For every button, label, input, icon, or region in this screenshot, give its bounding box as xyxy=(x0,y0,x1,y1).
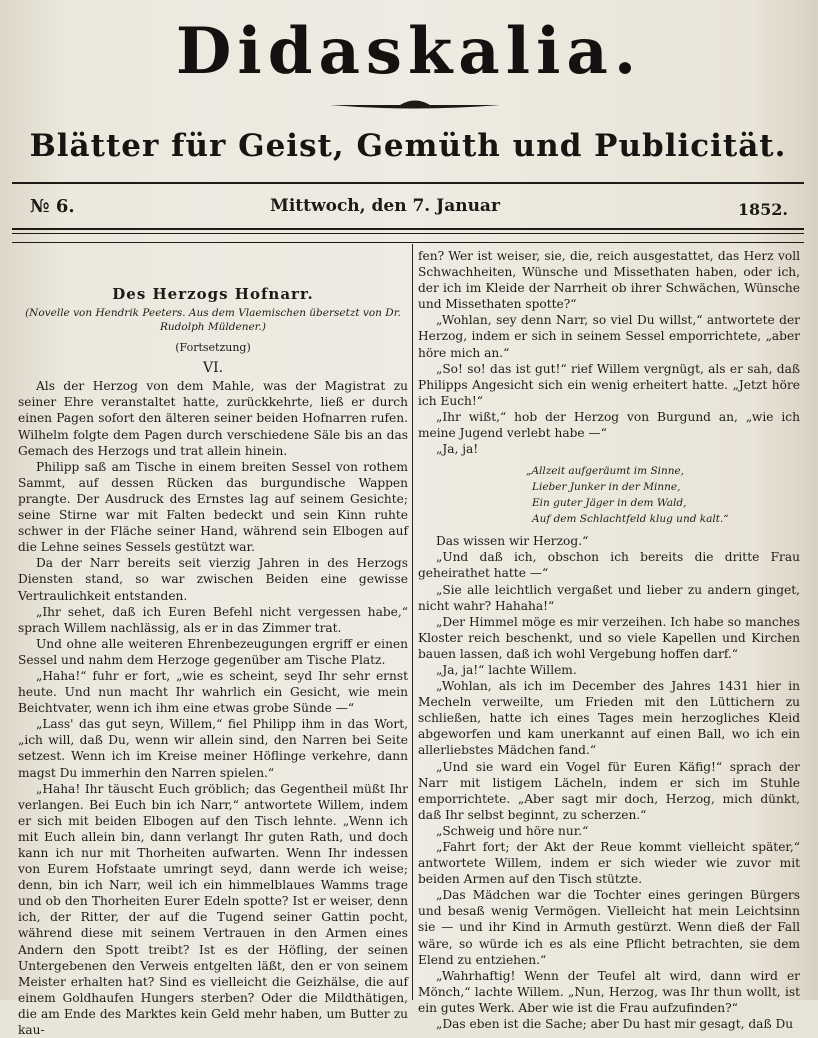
poem-line: Auf dem Schlachtfeld klug und kalt.“ xyxy=(532,513,729,526)
paragraph: „So! so! das ist gut!“ rief Willem vergnügt, als er sah, daß Philipps Angesicht sich ein wenig erheitert hatte. „Jetzt höre ich Euch!“ xyxy=(418,361,800,408)
paragraph: „Fahrt fort; der Akt der Reue kommt vielleicht später,“ antwortete Willem, indem er sich wieder wie zuvor mit beiden Armen auf den Tisch stützte. xyxy=(418,840,800,887)
column-divider xyxy=(412,244,413,1000)
issue-date: Mittwoch, den 7. Januar xyxy=(270,196,500,216)
paragraph: „Haha! Ihr täuscht Euch gröblich; das Gegentheil müßt Ihr verlangen. Bei Euch bin ich Narr,“ antwortete Willem, indem er sich mit beiden Elbogen auf den Tisch lehnte. „Wenn ich mit Euch allein bin, dann verlangt Ihr guten Rath, und doch kann ich nur mit Thorheiten aufwarten. Wenn Ihr indessen von Eurem Hofstaate umringt seyd, dann werde ich weise; denn, bin ich Narr, weil ich ein himmelblaues Wamms trage und ob den Thorheiten Eurer Edeln spotte? Ist er weiser, denn ich, der Ritter, der auf die Tugend seiner Gattin pocht, während diese mit seinem Vertrauen in den Armen eines Andern den Spott treibt? Ist es der Höfling, der seinen Untergebenen den Verweis entgelten läßt, den er von seinem Meister erhalten hat? Sind es vielleicht die Geizhälse, die auf einem Goldhaufen Hungers sterben? Oder die Mildthätigen, die am Ende des Marktes kein Geld mehr haben, um Butter zu kau- xyxy=(18,781,408,1038)
issue-number: № 6. xyxy=(30,196,75,217)
paragraph: „Ihr wißt,“ hob der Herzog von Burgund an, „wie ich meine Jugend verlebt habe —“ xyxy=(418,409,800,441)
article-continued: (Fortsetzung) xyxy=(175,341,251,355)
paragraph: Als der Herzog von dem Mahle, was der Magistrat zu seiner Ehre veranstaltet hatte, zurückkehrte, ließ er durch einen Pagen sofort den älteren seiner beiden Hofnarren rufen. Wilhelm folgte dem Pagen durch verschiedene Säle bis an das Gemach des Herzogs und trat allein hinein. xyxy=(18,379,408,458)
paragraph: „Wahrhaftig! Wenn der Teufel alt wird, dann wird er Mönch,“ lachte Willem. „Nun, Herzog, was Ihr thun wollt, ist ein gutes Werk. Aber wie ist die Frau aufzufinden?“ xyxy=(418,968,800,1015)
paragraph: „Ja, ja!“ lachte Willem. xyxy=(436,662,577,677)
paragraph: Philipp saß am Tische in einem breiten Sessel von rothem Sammt, auf dessen Rücken das burgundische Wappen prangte. Der Ausdruck des Ernstes lag auf seinem Gesichte; seine Stirne war mit Falten bedeckt und sein Kinn ruhte schwer in der Fläche seiner Hand, während sein Elbogen auf die Lehne seines Sessels gestützt war. xyxy=(18,459,408,555)
chapter-number: VI. xyxy=(202,360,224,377)
paragraph: „Wohlan, als ich im December des Jahres 1431 hier in Mecheln verweilte, um Frieden mit den Lüttichern zu schließen, hatte ich eines Tages mein herzogliches Kleid abgeworfen und kam unerkannt auf einen Ball, wo ich ein allerliebstes Mädchen fand.“ xyxy=(418,679,800,758)
paragraph: „Das Mädchen war die Tochter eines geringen Bürgers und besaß wenig Vermögen. Vielleicht hat mein Leichtsinn sie — und ihr Kind in Armuth gestürzt. Wenn dieß der Fall wäre, so würde ich es als eine Pflicht betrachten, sie dem Elend zu entziehen.“ xyxy=(418,888,800,967)
paragraph: „Ihr sehet, daß ich Euren Befehl nicht vergessen habe,“ sprach Willem nachlässig, als er in das Zimmer trat. xyxy=(18,604,408,635)
dateline xyxy=(30,196,788,224)
paragraph: Das wissen wir Herzog.“ xyxy=(436,534,589,549)
right-column xyxy=(418,248,800,1032)
paragraph: „Das eben ist die Sache; aber Du hast mir gesagt, daß Du xyxy=(436,1017,794,1032)
paragraph: „Lass' das gut seyn, Willem,“ fiel Philipp ihm in das Wort, „ich will, daß Du, wenn wir allein sind, den Narren bei Seite setzest. Wenn ich im Kreise meiner Höflinge verkehre, dann magst Du immerhin den Narren spielen.“ xyxy=(18,717,408,780)
left-column xyxy=(18,248,408,1038)
article-subtitle: (Novelle von Hendrik Peeters. Aus dem Vlaemischen übersetzt von Dr. Rudolph Müldener.) xyxy=(25,307,401,334)
paragraph: „Und sie ward ein Vogel für Euren Käfig!“ sprach der Narr mit listigem Lächeln, indem er sich im Stuhle emporrichtete. „Aber sagt mir doch, Herzog, mich dünkt, daß Ihr selbst beginnt, zu scherzen.“ xyxy=(418,759,800,822)
masthead-subtitle: Blätter für Geist, Gemüth und Publicität. xyxy=(29,128,787,164)
poem-line: Ein guter Jäger in dem Wald, xyxy=(532,497,687,510)
masthead-title: Didaskalia. xyxy=(175,14,643,89)
right-column-text-a xyxy=(418,248,800,457)
paragraph: Da der Narr bereits seit vierzig Jahren in des Herzogs Diensten stand, so war zwischen Beiden eine gewisse Vertraulichkeit entstanden. xyxy=(18,556,408,603)
issue-year: 1852. xyxy=(737,200,788,219)
poem-line: Lieber Junker in der Minne, xyxy=(532,481,681,494)
paragraph: „Der Himmel möge es mir verzeihen. Ich habe so manches Kloster reich beschenkt, und so viele Kapellen und Kirchen bauen lassen, daß ich wohl Vergebung hoffen darf.“ xyxy=(418,614,800,661)
rule-double-2 xyxy=(12,233,804,234)
poem-line: „Allzeit aufgeräumt im Sinne, xyxy=(526,465,685,478)
right-column-text-b xyxy=(418,533,800,1032)
poem-verse xyxy=(526,463,800,527)
paragraph: „Haha!“ fuhr er fort, „wie es scheint, seyd Ihr sehr ernst heute. Und nun macht Ihr wahrlich ein Gesicht, wie mein Beichtvater, wenn ich ihm eine etwas grobe Sünde —“ xyxy=(18,668,408,716)
rule-double-1 xyxy=(12,228,804,230)
paragraph: „Schweig und höre nur.“ xyxy=(436,823,589,838)
rule-top xyxy=(12,182,804,184)
article-title: Des Herzogs Hofnarr. xyxy=(112,285,314,303)
paragraph: Und ohne alle weiteren Ehrenbezeugungen ergriff er einen Sessel und nahm dem Herzoge gegenüber am Tische Platz. xyxy=(18,636,408,667)
paragraph: „Sie alle leichtlich vergaßet und lieber zu andern ginget, nicht wahr? Hahaha!“ xyxy=(418,582,800,613)
paragraph: „Und daß ich, obschon ich bereits die dritte Frau geheirathet hatte —“ xyxy=(418,550,800,581)
left-column-text xyxy=(18,378,408,1038)
ornament-divider xyxy=(330,96,500,114)
paragraph: „Ja, ja! xyxy=(436,442,479,457)
paragraph: „Wohlan, sey denn Narr, so viel Du willst,“ antwortete der Herzog, indem er sich in seinem Sessel emporrichtete, „aber höre mich an.“ xyxy=(418,313,800,360)
rule-column-top xyxy=(12,242,804,243)
paragraph: fen? Wer ist weiser, sie, die, reich ausgestattet, das Herz voll Schwachheiten, Wünsche und Missethaten haben, oder ich, der ich im Kleide der Narrheit ob ihrer Schwächen, Wünsche und Missethaten spotte?“ xyxy=(418,249,800,312)
